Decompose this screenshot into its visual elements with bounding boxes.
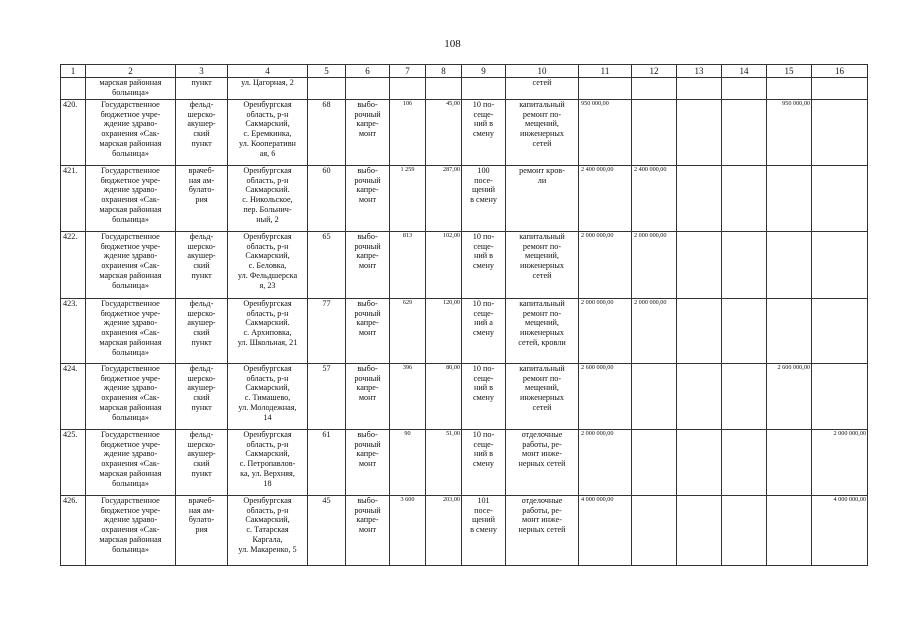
cell-c11: 4 000 000,00 — [579, 496, 632, 566]
page-number: 108 — [444, 38, 461, 50]
cell-c5: 61 — [308, 430, 346, 496]
cell-num: 421. — [61, 166, 86, 232]
cell-c14 — [722, 100, 767, 166]
cell-c13 — [677, 364, 722, 430]
cell-c15 — [767, 166, 812, 232]
cell-repair-type: выбо- рочный капре- монт — [346, 232, 390, 299]
header-cell: 10 — [506, 65, 579, 78]
cell-c15 — [767, 78, 812, 100]
cell-c7: 90 — [390, 430, 426, 496]
cell-c13 — [677, 299, 722, 364]
cell-capacity: 10 по- сеще- ний в смену — [462, 364, 506, 430]
cell-c13 — [677, 78, 722, 100]
cell-c16: 2 000 000,00 — [812, 430, 868, 496]
cell-c11: 2 000 000,00 — [579, 430, 632, 496]
cell-c11 — [579, 78, 632, 100]
table-row — [61, 100, 868, 166]
cell-repair-type: выбо- рочный капре- монт — [346, 166, 390, 232]
cell-work: сетей — [506, 78, 579, 100]
cell-c15 — [767, 430, 812, 496]
continuation-row — [61, 78, 868, 100]
cell-num: 424. — [61, 364, 86, 430]
cell-work: ремонт кров- ли — [506, 166, 579, 232]
cell-num — [61, 78, 86, 100]
header-cell: 16 — [812, 65, 868, 78]
cell-c14 — [722, 496, 767, 566]
cell-c11: 950 000,00 — [579, 100, 632, 166]
cell-c13 — [677, 100, 722, 166]
cell-capacity: 10 по- сеще- ний в смену — [462, 430, 506, 496]
cell-institution: Государственное бюджетное учре- ждение здраво- охранения «Сак- марская районная больница» — [86, 100, 176, 166]
table-row — [61, 166, 868, 232]
cell-c15 — [767, 496, 812, 566]
cell-c12: 2 400 000,00 — [632, 166, 677, 232]
cell-c5: 65 — [308, 232, 346, 299]
cell-c13 — [677, 430, 722, 496]
cell-c12 — [632, 496, 677, 566]
cell-address: Оренбургская область, р-н Сакмарский, с. Еремкинка, ул. Кооперативн ая, 6 — [228, 100, 308, 166]
cell-address: Оренбургская область, р-н Сакмарский, с. Тимашево, ул. Молодежная, 14 — [228, 364, 308, 430]
cell-c7: 813 — [390, 232, 426, 299]
cell-c15: 2 600 000,00 — [767, 364, 812, 430]
header-cell: 1 — [61, 65, 86, 78]
cell-num: 423. — [61, 299, 86, 364]
cell-c11: 2 000 000,00 — [579, 299, 632, 364]
cell-c8: 80,00 — [426, 364, 462, 430]
header-cell: 5 — [308, 65, 346, 78]
header-cell: 8 — [426, 65, 462, 78]
cell-c5: 77 — [308, 299, 346, 364]
cell-c16 — [812, 364, 868, 430]
table-row — [61, 364, 868, 430]
cell-c11: 2 000 000,00 — [579, 232, 632, 299]
cell-c7: 106 — [390, 100, 426, 166]
cell-c12: 2 000 000,00 — [632, 232, 677, 299]
cell-c5: 57 — [308, 364, 346, 430]
cell-c5: 60 — [308, 166, 346, 232]
cell-c7 — [390, 78, 426, 100]
cell-c7: 3 600 — [390, 496, 426, 566]
cell-c13 — [677, 232, 722, 299]
cell-c14 — [722, 166, 767, 232]
cell-facility: фельд- шерско- акушер- ский пункт — [176, 430, 228, 496]
cell-address: ул. Цагорная, 2 — [228, 78, 308, 100]
cell-c8: 287,00 — [426, 166, 462, 232]
cell-c8: 102,00 — [426, 232, 462, 299]
header-cell: 14 — [722, 65, 767, 78]
header-cell: 2 — [86, 65, 176, 78]
cell-capacity — [462, 78, 506, 100]
header-cell: 7 — [390, 65, 426, 78]
cell-c16 — [812, 100, 868, 166]
cell-c5 — [308, 78, 346, 100]
cell-facility: фельд- шерско- акушер- ский пункт — [176, 364, 228, 430]
cell-capacity: 10 по- сеще- ний а смену — [462, 299, 506, 364]
cell-work: капитальный ремонт по- мещений, инженерных сетей — [506, 232, 579, 299]
header-cell: 4 — [228, 65, 308, 78]
cell-repair-type: выбо- рочный капре- монт — [346, 100, 390, 166]
cell-work: отделочные работы, ре- монт инже- нерных сетей — [506, 430, 579, 496]
cell-c7: 396 — [390, 364, 426, 430]
cell-c16 — [812, 78, 868, 100]
cell-facility: пункт — [176, 78, 228, 100]
cell-c16 — [812, 299, 868, 364]
cell-c15 — [767, 299, 812, 364]
cell-c14 — [722, 232, 767, 299]
header-cell: 11 — [579, 65, 632, 78]
cell-capacity: 10 по- сеще- ний в смену — [462, 100, 506, 166]
cell-institution: Государственное бюджетное учре- ждение здраво- охранения «Сак- марская районная больница» — [86, 430, 176, 496]
cell-c11: 2 400 000,00 — [579, 166, 632, 232]
cell-facility: фельд- шерско- акушер- ский пункт — [176, 100, 228, 166]
table-row — [61, 299, 868, 364]
cell-c15 — [767, 232, 812, 299]
cell-work: капитальный ремонт по- мещений, инженерных сетей — [506, 364, 579, 430]
header-cell: 12 — [632, 65, 677, 78]
cell-c14 — [722, 299, 767, 364]
cell-repair-type: выбо- рочный капре- монт — [346, 299, 390, 364]
cell-facility: фельд- шерско- акушер- ский пункт — [176, 232, 228, 299]
cell-c13 — [677, 166, 722, 232]
cell-facility: фельд- шерско- акушер- ский пункт — [176, 299, 228, 364]
cell-capacity: 100 посе- щений в смену — [462, 166, 506, 232]
cell-capacity: 10 по- сеще- ний в смену — [462, 232, 506, 299]
cell-institution: Государственное бюджетное учре- ждение здраво- охранения «Сак- марская районная больница» — [86, 232, 176, 299]
cell-c7: 1 259 — [390, 166, 426, 232]
cell-repair-type: выбо- рочный капре- монт — [346, 364, 390, 430]
cell-institution: Государственное бюджетное учре- ждение здраво- охранения «Сак- марская районная больница» — [86, 299, 176, 364]
cell-facility: врачеб- ная ам- булато- рия — [176, 166, 228, 232]
table-row — [61, 232, 868, 299]
cell-c8: 45,00 — [426, 100, 462, 166]
cell-institution: марская районная больница» — [86, 78, 176, 100]
cell-c12 — [632, 100, 677, 166]
cell-c8: 51,00 — [426, 430, 462, 496]
cell-c7: 629 — [390, 299, 426, 364]
cell-repair-type — [346, 78, 390, 100]
cell-num: 422. — [61, 232, 86, 299]
cell-institution: Государственное бюджетное учре- ждение здраво- охранения «Сак- марская районная больница» — [86, 364, 176, 430]
cell-c14 — [722, 364, 767, 430]
cell-address: Оренбургская область, р-н Сакмарский, с. Беловка, ул. Фельдшерска я, 23 — [228, 232, 308, 299]
cell-c14 — [722, 78, 767, 100]
cell-address: Оренбургская область, р-н Сакмарский. с. Архиповка, ул. Школьная, 21 — [228, 299, 308, 364]
data-table — [60, 64, 868, 566]
header-row — [61, 65, 868, 78]
cell-institution: Государственное бюджетное учре- ждение здраво- охранения «Сак- марская районная больница» — [86, 496, 176, 566]
cell-c12 — [632, 430, 677, 496]
cell-facility: врачеб- ная ам- булато- рия — [176, 496, 228, 566]
header-cell: 6 — [346, 65, 390, 78]
cell-work: капитальный ремонт по- мещений, инженерных сетей, кровли — [506, 299, 579, 364]
cell-address: Оренбургская область, р-н Сакмарский, с. Петропавлов- ка, ул. Верхняя, 18 — [228, 430, 308, 496]
header-cell: 9 — [462, 65, 506, 78]
cell-repair-type: выбо- рочный капре- монт — [346, 430, 390, 496]
cell-institution: Государственное бюджетное учре- ждение здраво- охранения «Сак- марская районная больница» — [86, 166, 176, 232]
cell-c5: 68 — [308, 100, 346, 166]
table-row — [61, 496, 868, 566]
cell-work: капитальный ремонт по- мещений, инженерных сетей — [506, 100, 579, 166]
cell-c13 — [677, 496, 722, 566]
cell-c14 — [722, 430, 767, 496]
cell-c5: 45 — [308, 496, 346, 566]
cell-c8: 203,00 — [426, 496, 462, 566]
cell-c16 — [812, 232, 868, 299]
cell-c12 — [632, 364, 677, 430]
cell-work: отделочные работы, ре- монт инже- нерных сетей — [506, 496, 579, 566]
cell-address: Оренбургская область, р-н Сакмарский. с. Никольское, пер. Больнич- ный, 2 — [228, 166, 308, 232]
cell-num: 420. — [61, 100, 86, 166]
cell-address: Оренбургская область, р-н Сакмарский, с. Татарская Каргала, ул. Макаренко, 5 — [228, 496, 308, 566]
cell-repair-type: выбо- рочный капре- монт — [346, 496, 390, 566]
table-row — [61, 430, 868, 496]
cell-c12: 2 000 000,00 — [632, 299, 677, 364]
header-cell: 13 — [677, 65, 722, 78]
cell-c12 — [632, 78, 677, 100]
cell-c11: 2 600 000,00 — [579, 364, 632, 430]
cell-c16 — [812, 166, 868, 232]
header-cell: 15 — [767, 65, 812, 78]
cell-num: 425. — [61, 430, 86, 496]
cell-c8: 120,00 — [426, 299, 462, 364]
cell-num: 426. — [61, 496, 86, 566]
header-cell: 3 — [176, 65, 228, 78]
cell-c15: 950 000,00 — [767, 100, 812, 166]
cell-capacity: 101 посе- щений в смену — [462, 496, 506, 566]
cell-c16: 4 000 000,00 — [812, 496, 868, 566]
cell-c8 — [426, 78, 462, 100]
